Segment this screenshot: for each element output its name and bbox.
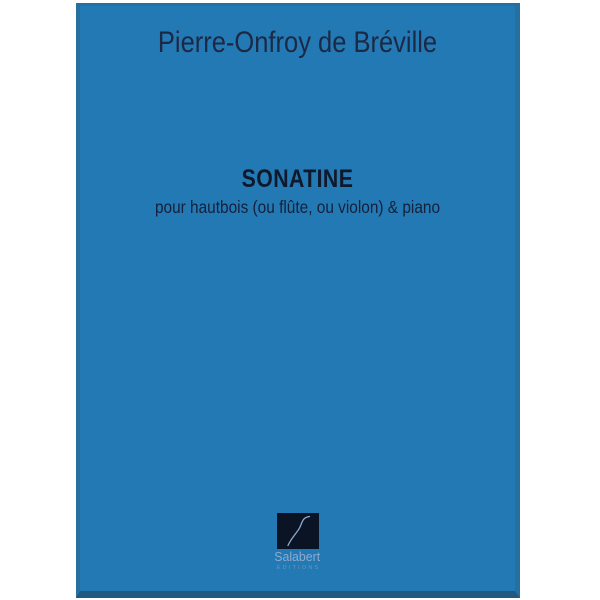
- salabert-logo-square: [277, 513, 319, 549]
- instrumentation-subtitle: pour hautbois (ou flûte, ou violon) & piano: [154, 197, 441, 217]
- salabert-s-curve-icon: [277, 513, 319, 549]
- score-cover: [76, 3, 520, 598]
- composer-name: Pierre-Onfroy de Bréville: [157, 26, 438, 59]
- work-title: SONATINE: [241, 165, 354, 193]
- publisher-name: Salabert: [274, 549, 321, 564]
- publisher-editions-label: ÉDITIONS: [276, 565, 321, 572]
- publisher-logo: [80, 513, 515, 571]
